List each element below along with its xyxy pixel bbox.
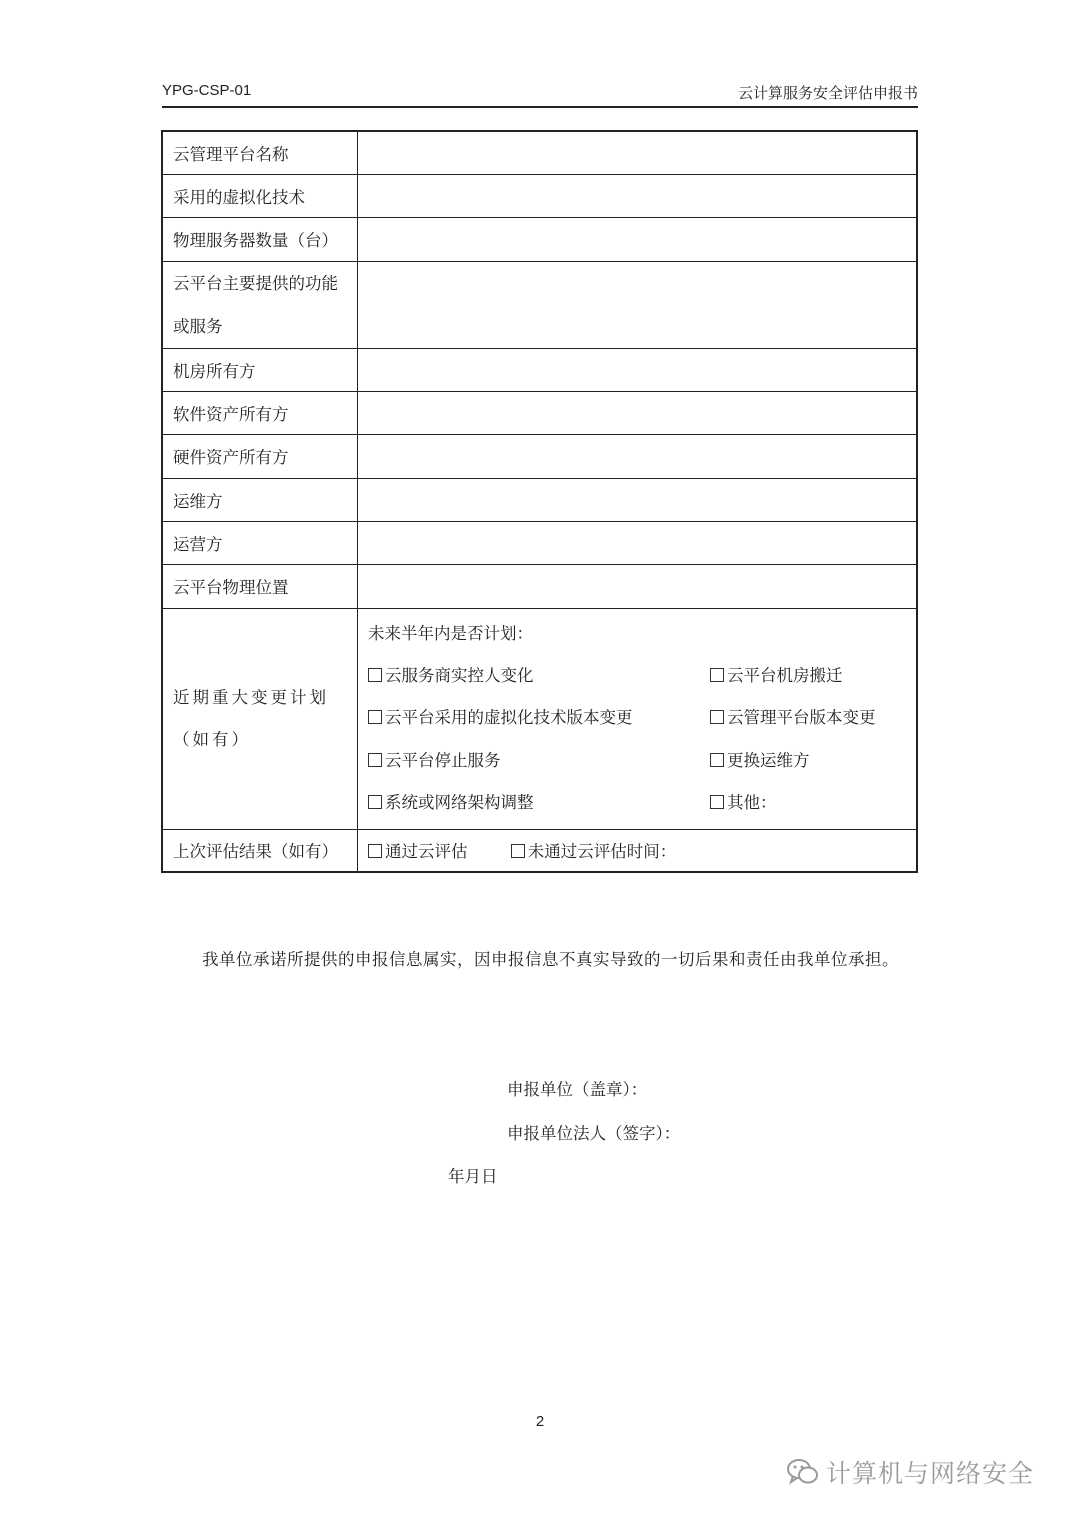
change-plan-cell xyxy=(358,608,918,829)
pass-option-label: 通过云评估 xyxy=(385,842,468,862)
change-option[interactable] xyxy=(368,655,534,698)
change-option-label: 系统或网络架构调整 xyxy=(385,793,534,812)
change-plan-label-line2: （如有） xyxy=(173,729,251,749)
date-line: 年月日 xyxy=(448,1167,498,1186)
change-option[interactable] xyxy=(710,740,810,783)
row-label: 软件资产所有方 xyxy=(162,391,358,434)
row-label: 物理服务器数量（台） xyxy=(162,217,358,261)
change-plan-intro: 未来半年内是否计划： xyxy=(368,623,533,643)
application-form-table xyxy=(161,130,918,873)
change-option-label: 更换运维方 xyxy=(727,750,810,770)
row-value-field[interactable] xyxy=(358,348,918,391)
checkbox-icon[interactable] xyxy=(511,844,525,858)
table-row xyxy=(162,174,917,217)
change-option-label: 云服务商实控人变化 xyxy=(385,665,534,685)
document-title: 云计算服务安全评估申报书 xyxy=(737,84,918,102)
row-value-field[interactable] xyxy=(358,174,918,217)
legal-representative-signature-line: 申报单位法人（签字）： xyxy=(507,1124,681,1143)
row-value-field[interactable] xyxy=(358,261,918,348)
change-option-row xyxy=(368,697,906,740)
row-value-field[interactable] xyxy=(358,391,918,434)
previous-result-label: 上次评估结果（如有） xyxy=(162,829,358,872)
change-option-label: 云平台机房搬迁 xyxy=(727,665,843,685)
change-option[interactable] xyxy=(710,655,843,698)
table-row xyxy=(162,261,917,348)
row-label: 采用的虚拟化技术 xyxy=(162,174,358,217)
change-option-label: 其他： xyxy=(727,793,777,812)
row-value-field[interactable] xyxy=(358,434,918,478)
checkbox-icon[interactable] xyxy=(368,710,382,724)
document-code: YPG-CSP-01 xyxy=(162,82,252,99)
change-option-row xyxy=(368,740,906,783)
change-option-label: 云管理平台版本变更 xyxy=(727,708,876,727)
table-row xyxy=(162,434,917,478)
change-option-label: 云平台停止服务 xyxy=(385,750,501,770)
change-plan-row xyxy=(162,608,917,829)
change-option-row xyxy=(368,782,906,825)
checkbox-icon[interactable] xyxy=(368,753,382,767)
change-option[interactable] xyxy=(710,697,876,740)
page-header xyxy=(162,82,918,106)
header-divider xyxy=(162,106,918,108)
checkbox-icon[interactable] xyxy=(710,710,724,724)
pass-option[interactable] xyxy=(368,842,468,861)
checkbox-icon[interactable] xyxy=(368,668,382,682)
checkbox-icon[interactable] xyxy=(368,795,382,809)
row-label: 云平台物理位置 xyxy=(162,564,358,608)
checkbox-icon[interactable] xyxy=(710,753,724,767)
table-row xyxy=(162,217,917,261)
fail-option[interactable] xyxy=(511,842,677,861)
previous-result-row xyxy=(162,829,917,872)
row-value-field[interactable] xyxy=(358,131,918,174)
change-option[interactable] xyxy=(710,782,777,825)
wechat-icon xyxy=(786,1457,820,1487)
row-label: 云平台主要提供的功能或服务 xyxy=(162,261,358,348)
commitment-statement: 我单位承诺所提供的申报信息属实，因申报信息不真实导致的一切后果和责任由我单位承担。 xyxy=(202,950,899,969)
fail-option-label: 未通过云评估时间： xyxy=(527,842,677,862)
change-option-row xyxy=(368,655,906,698)
checkbox-icon[interactable] xyxy=(710,668,724,682)
row-value-field[interactable] xyxy=(358,217,918,261)
row-value-field[interactable] xyxy=(358,564,918,608)
table-row xyxy=(162,348,917,391)
row-label: 机房所有方 xyxy=(162,348,358,391)
change-option[interactable] xyxy=(368,697,633,740)
watermark xyxy=(786,1452,1034,1492)
row-label: 运营方 xyxy=(162,521,358,564)
table-row xyxy=(162,521,917,564)
change-option-label: 云平台采用的虚拟化技术版本变更 xyxy=(385,708,633,727)
row-label: 运维方 xyxy=(162,478,358,521)
page-number: 2 xyxy=(535,1413,545,1430)
change-plan-label xyxy=(162,608,358,829)
row-label: 硬件资产所有方 xyxy=(162,434,358,478)
row-value-field[interactable] xyxy=(358,521,918,564)
row-value-field[interactable] xyxy=(358,478,918,521)
previous-result-cell xyxy=(358,829,918,872)
checkbox-icon[interactable] xyxy=(710,795,724,809)
table-row xyxy=(162,391,917,434)
applicant-unit-seal-line: 申报单位（盖章）： xyxy=(507,1080,648,1099)
table-row xyxy=(162,131,917,174)
checkbox-icon[interactable] xyxy=(368,844,382,858)
change-plan-label-line1: 近期重大变更计划 xyxy=(173,687,329,707)
table-row xyxy=(162,564,917,608)
change-option[interactable] xyxy=(368,740,501,783)
watermark-text: 计算机与网络安全 xyxy=(826,1459,1035,1488)
change-option[interactable] xyxy=(368,782,534,825)
table-row xyxy=(162,478,917,521)
row-label: 云管理平台名称 xyxy=(162,131,358,174)
